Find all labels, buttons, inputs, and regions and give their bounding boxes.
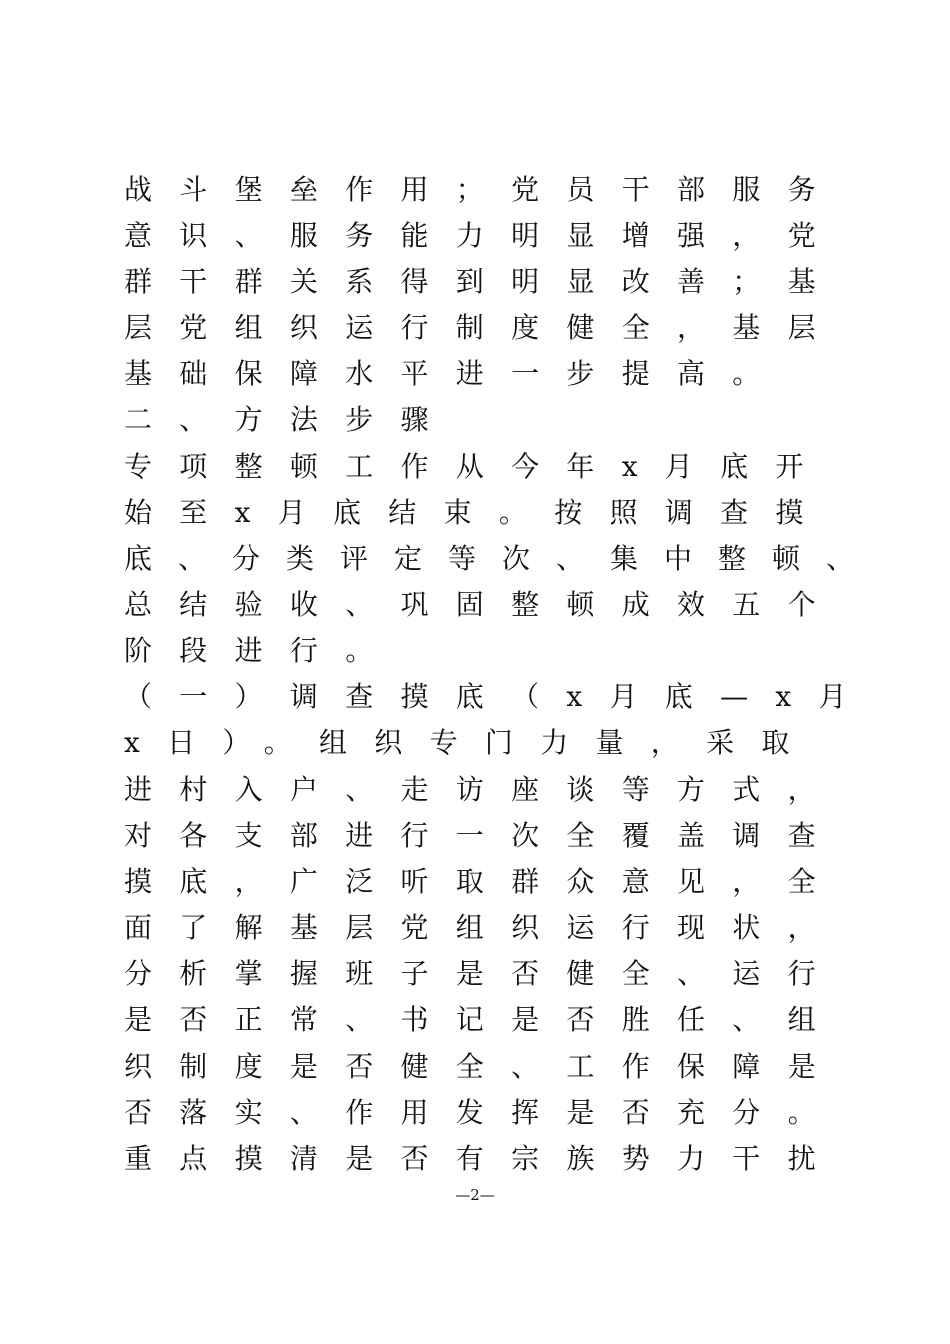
text-line-8: 始至x月底结束。按照调查摸 bbox=[124, 496, 831, 529]
text-line-15: 对各支部进行一次全覆盖调查 bbox=[124, 819, 843, 852]
text-line-4: 层党组织运行制度健全，基层 bbox=[124, 311, 843, 344]
text-line-3: 群干群关系得到明显改善；基 bbox=[124, 265, 843, 298]
text-line-20: 织制度是否健全、工作保障是 bbox=[124, 1050, 843, 1083]
text-line-16: 摸底，广泛听取群众意见，全 bbox=[124, 865, 843, 898]
text-line-7: 专项整顿工作从今年x月底开 bbox=[124, 450, 831, 483]
text-line-10: 总结验收、巩固整顿成效五个 bbox=[124, 588, 843, 621]
text-line-11: 阶段进行。 bbox=[124, 634, 401, 667]
text-line-13: x日）。组织专门力量，采取 bbox=[124, 726, 817, 759]
subsection-heading: （一）调查摸底（x月底—x月 bbox=[124, 680, 874, 713]
page-number: —2— bbox=[455, 1186, 495, 1204]
text-line-17: 面了解基层党组织运行现状， bbox=[124, 911, 843, 944]
text-line-1: 战斗堡垒作用；党员干部服务 bbox=[124, 173, 843, 206]
text-line-9: 底、分类评定等次、集中整顿、 bbox=[124, 542, 881, 575]
text-line-2: 意识、服务能力明显增强，党 bbox=[124, 219, 843, 252]
text-line-5: 基础保障水平进一步提高。 bbox=[124, 357, 788, 390]
text-line-18: 分析掌握班子是否健全、运行 bbox=[124, 957, 843, 990]
section-heading: 二、方法步骤 bbox=[124, 403, 456, 436]
text-line-19: 是否正常、书记是否胜任、组 bbox=[124, 1003, 843, 1036]
text-line-22: 重点摸清是否有宗族势力干扰 bbox=[124, 1142, 843, 1175]
text-line-14: 进村入户、走访座谈等方式， bbox=[124, 773, 843, 806]
text-line-21: 否落实、作用发挥是否充分。 bbox=[124, 1096, 843, 1129]
